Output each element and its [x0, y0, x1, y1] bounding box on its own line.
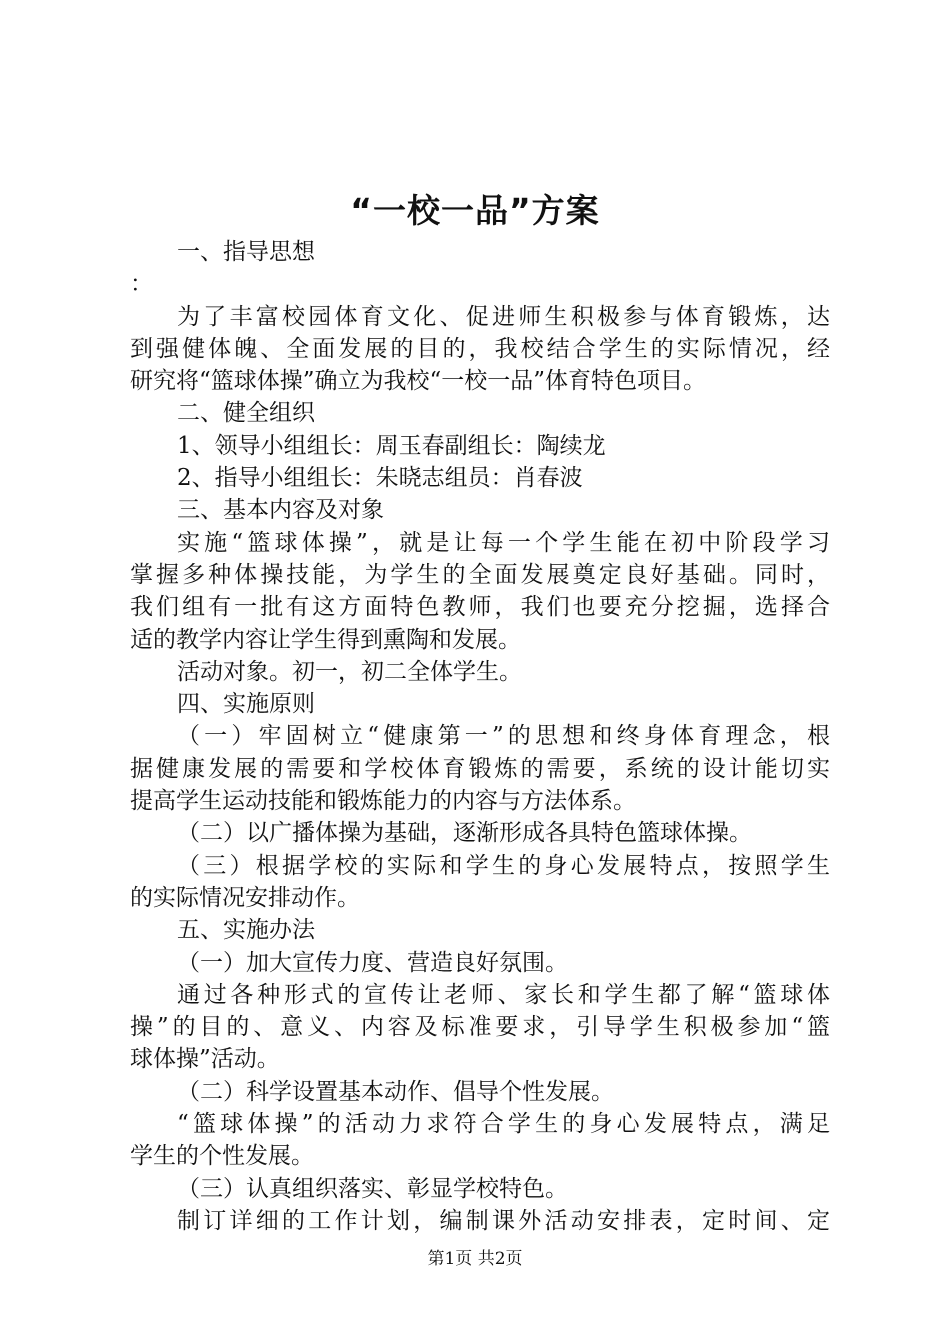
paragraph-line: 我们组有一批有这方面特色教师，我们也要充分挖掘，选择合 [130, 594, 830, 621]
paragraph-line: 到强健体魄、全面发展的目的，我校结合学生的实际情况，经 [130, 335, 830, 362]
paragraph-line: 球体操”活动。 [130, 1046, 280, 1073]
paragraph-line: 的实际情况安排动作。 [130, 884, 360, 911]
paragraph-line: 提高学生运动技能和锻炼能力的内容与方法体系。 [130, 788, 636, 815]
heading-methods: 五、实施办法 [177, 917, 315, 944]
paragraph-line: （三）根据学校的实际和学生的身心发展特点，按照学生 [177, 852, 830, 879]
paragraph-line: 通过各种形式的宣传让老师、家长和学生都了解“篮球体 [177, 981, 830, 1008]
paragraph-line: 适的教学内容让学生得到熏陶和发展。 [130, 626, 521, 653]
paragraph-line: 据健康发展的需要和学校体育锻炼的需要，系统的设计能切实 [130, 755, 830, 782]
subheading-line: （三）认真组织落实、彰显学校特色。 [177, 1175, 568, 1202]
paragraph-line: 实施“篮球体操”，就是让每一个学生能在初中阶段学习 [177, 529, 830, 556]
paragraph-line: “篮球体操”的活动力求符合学生的身心发展特点，满足 [177, 1111, 830, 1138]
heading-content: 三、基本内容及对象 [177, 497, 384, 524]
paragraph-line: 掌握多种体操技能，为学生的全面发展奠定良好基础。同时， [130, 561, 830, 588]
paragraph-line: 操”的目的、意义、内容及标准要求，引导学生积极参加“篮 [130, 1014, 830, 1041]
list-item-guidance: 2、指导小组组长：朱晓志组员：肖春波 [177, 465, 583, 492]
paragraph-line: （一）牢固树立“健康第一”的思想和终身体育理念，根 [177, 723, 830, 750]
paragraph-line: （二）以广播体操为基础，逐渐形成各具特色篮球体操。 [177, 820, 752, 847]
paragraph-line: 为了丰富校园体育文化、促进师生积极参与体育锻炼，达 [177, 303, 830, 330]
colon-line: ： [130, 271, 153, 298]
heading-principles: 四、实施原则 [177, 691, 315, 718]
heading-guiding-thought: 一、指导思想 [177, 239, 315, 265]
paragraph-line: 学生的个性发展。 [130, 1143, 314, 1170]
paragraph-line: 研究将“篮球体操”确立为我校“一校一品”体育特色项目。 [130, 368, 707, 395]
subheading-line: （二）科学设置基本动作、倡导个性发展。 [177, 1078, 614, 1105]
document-body [130, 236, 830, 1237]
document-title: “一校一品”方案 [350, 191, 600, 230]
heading-organization: 二、健全组织 [177, 400, 315, 427]
subheading-line: （一）加大宣传力度、营造良好氛围。 [177, 949, 568, 976]
paragraph-line: 制订详细的工作计划，编制课外活动安排表，定时间、定 [177, 1207, 830, 1234]
page-footer: 第1页 共2页 [427, 1249, 523, 1269]
paragraph-line: 活动对象。初一，初二全体学生。 [177, 658, 522, 685]
list-item-leadership: 1、领导小组组长：周玉春副组长：陶续龙 [177, 432, 606, 459]
